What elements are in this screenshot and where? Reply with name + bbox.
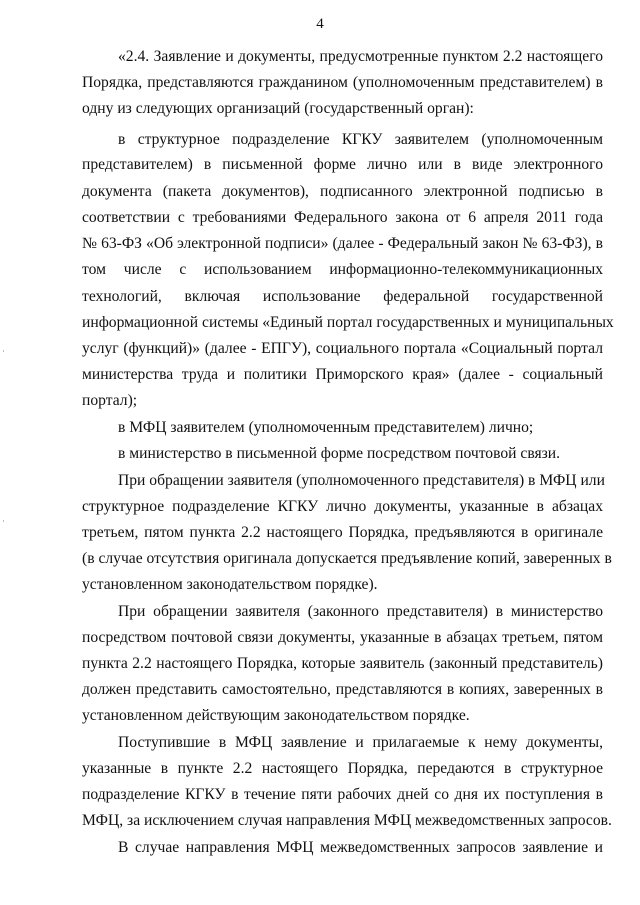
page-number: 4	[316, 16, 324, 32]
text-line: в МФЦ заявителем (уполномоченным представителем) лично;	[118, 419, 534, 436]
text-line: посредством почтовой связи документы, указанные в абзацах третьем, пятом	[82, 629, 603, 646]
text-line: министерства труда и политики Приморского края» (далее - социальный	[82, 366, 603, 383]
text-line: установленном действующим законодательством порядке.	[82, 707, 470, 724]
text-line: третьем, пятом пункта 2.2 настоящего Порядка, предъявляются в оригинале	[82, 524, 603, 541]
text-line: В случае направления МФЦ межведомственных запросов заявление и	[118, 839, 603, 856]
text-line: в министерство в письменной форме посредством почтовой связи.	[118, 445, 561, 462]
text-line: пункта 2.2 настоящего Порядка, которые заявитель (законный представитель)	[82, 655, 603, 672]
text-line: технологий, включая использование федеральной государственной	[82, 288, 603, 305]
text-line: должен представить самостоятельно, представляются в копиях, заверенных в	[82, 681, 603, 698]
scan-artifact	[3, 350, 4, 352]
text-line: соответствии с требованиями Федерального закона от 6 апреля 2011 года	[82, 209, 603, 226]
text-line: представителем) в письменной форме лично или в виде электронного	[82, 156, 603, 173]
text-line: том числе с использованием информационно-телекоммуникационных	[82, 261, 603, 278]
text-line: услуг (функций)» (далее - ЕПГУ), социального портала «Социальный портал	[82, 340, 603, 357]
text-line: установленном законодательством порядке).	[82, 576, 378, 593]
text-line: структурное подразделение КГКУ лично документы, указанные в абзацах	[82, 498, 603, 515]
text-line: подразделение КГКУ в течение пяти рабочих дней со дня их поступления в	[82, 786, 603, 803]
text-line: «2.4. Заявление и документы, предусмотренные пунктом 2.2 настоящего	[118, 48, 603, 65]
text-line: информационной системы «Единый портал государственных и муниципальных	[82, 314, 614, 331]
scan-artifact	[3, 520, 4, 522]
text-line: указанные в пункте 2.2 настоящего Порядка, передаются в структурное	[82, 760, 603, 777]
text-line: При обращении заявителя (уполномоченного представителя) в МФЦ или	[118, 472, 605, 489]
text-line: Порядка, представляются гражданином (уполномоченным представителем) в	[82, 74, 603, 91]
text-line: документа (пакета документов), подписанного электронной подписью в	[82, 183, 603, 200]
text-line: в структурное подразделение КГКУ заявителем (уполномоченным	[118, 131, 603, 148]
text-line: № 63-ФЗ «Об электронной подписи» (далее - Федеральный закон № 63-ФЗ), в	[82, 235, 603, 252]
text-line: одну из следующих организаций (государственный орган):	[82, 100, 474, 117]
text-line: Поступившие в МФЦ заявление и прилагаемые к нему документы,	[118, 734, 603, 751]
text-line: МФЦ, за исключением случая направления МФЦ межведомственных запросов.	[82, 812, 612, 829]
text-line: (в случае отсутствия оригинала допускается предъявление копий, заверенных в	[82, 550, 612, 567]
text-line: При обращении заявителя (законного представителя) в министерство	[118, 603, 603, 620]
text-line: портал);	[82, 392, 138, 409]
